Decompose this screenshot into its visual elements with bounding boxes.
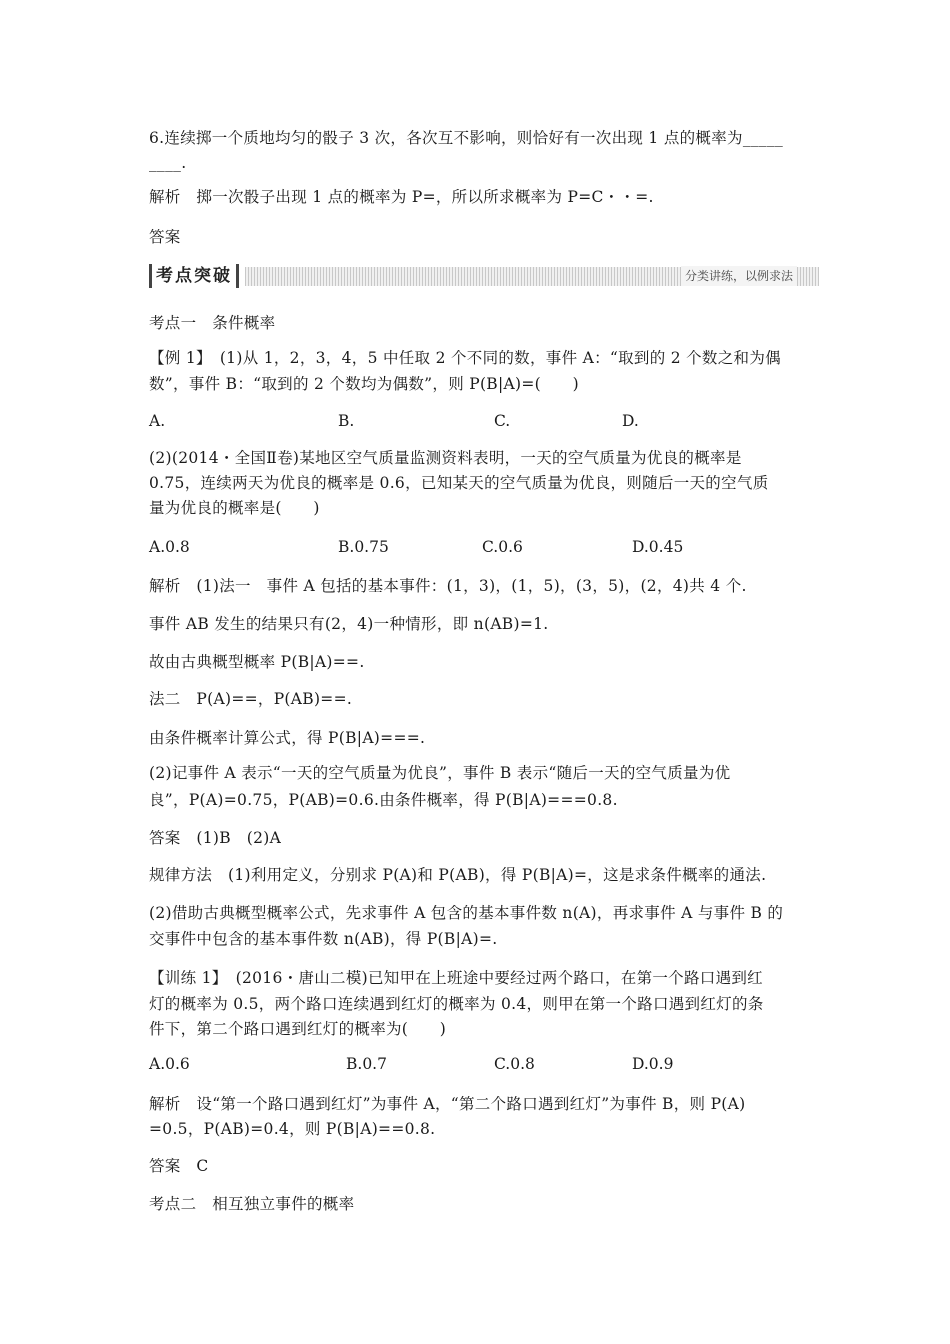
section-banner bbox=[149, 262, 819, 290]
example1-solution-6: (2)记事件 A 表示“一天的空气质量为优良”，事件 B 表示“随后一天的空气质量为优 bbox=[149, 764, 731, 782]
example1-solution-4: 法二 P(A)==，P(AB)==. bbox=[149, 690, 353, 708]
training1-line3: 件下，第二个路口遇到红灯的概率为( ) bbox=[149, 1020, 447, 1038]
training1-line2: 灯的概率为 0.5，两个路口连续遇到红灯的概率为 0.4，则甲在第一个路口遇到红灯的条 bbox=[149, 995, 764, 1013]
q6-line1: 6.连续掷一个质地均匀的骰子 3 次，各次互不影响，则恰好有一次出现 1 点的概率为_____ bbox=[149, 129, 784, 147]
example1-q1-option-a: A. bbox=[149, 412, 166, 430]
example1-q1-line1: 【例 1】 (1)从 1，2，3，4，5 中任取 2 个不同的数，事件 A：“取到的 2 个数之和为偶 bbox=[149, 349, 781, 367]
example1-solution-7: 良”，P(A)=0.75，P(AB)=0.6.由条件概率，得 P(B|A)===0.8. bbox=[149, 791, 618, 809]
example1-solution-2: 事件 AB 发生的结果只有(2，4)一种情形，即 n(AB)=1. bbox=[149, 615, 549, 633]
q6-line2: ____. bbox=[149, 154, 187, 172]
section2-title: 考点二 相互独立事件的概率 bbox=[149, 1195, 355, 1213]
example1-q1-option-c: C. bbox=[494, 412, 511, 430]
training1-option-d: D.0.9 bbox=[632, 1055, 674, 1073]
training1-option-a: A.0.6 bbox=[149, 1055, 190, 1073]
example1-q2-option-a: A.0.8 bbox=[149, 538, 190, 556]
q6-answer: 答案 bbox=[149, 228, 181, 246]
example1-q1-option-d: D. bbox=[622, 412, 639, 430]
example1-q2-line3: 量为优良的概率是( ) bbox=[149, 499, 320, 517]
example1-q1-option-b: B. bbox=[338, 412, 355, 430]
training1-line1: 【训练 1】 (2016・唐山二模)已知甲在上班途中要经过两个路口，在第一个路口遇到红 bbox=[149, 969, 763, 987]
training1-solution-2: =0.5，P(AB)=0.4，则 P(B|A)==0.8. bbox=[149, 1120, 436, 1138]
example1-q2-line2: 0.75，连续两天为优良的概率是 0.6，已知某天的空气质量为优良，则随后一天的空气质 bbox=[149, 474, 769, 492]
banner-title: 考点突破 bbox=[149, 264, 239, 288]
example1-solution-1: 解析 (1)法一 事件 A 包括的基本事件：(1，3)，(1，5)，(3，5)，(2，4)共 4 个. bbox=[149, 577, 747, 595]
example1-q1-line2: 数”，事件 B：“取到的 2 个数均为偶数”，则 P(B|A)=( ) bbox=[149, 375, 579, 393]
example1-answer: 答案 (1)B (2)A bbox=[149, 829, 282, 847]
example1-q2-line1: (2)(2014・全国Ⅱ卷)某地区空气质量监测资料表明，一天的空气质量为优良的概率是 bbox=[149, 449, 742, 467]
example1-solution-3: 故由古典概型概率 P(B|A)==. bbox=[149, 653, 365, 671]
example1-q2-option-d: D.0.45 bbox=[632, 538, 684, 556]
method-line1: 规律方法 (1)利用定义，分别求 P(A)和 P(AB)，得 P(B|A)=，这是求条件概率的通法. bbox=[149, 866, 767, 884]
example1-q2-option-b: B.0.75 bbox=[338, 538, 389, 556]
example1-solution-5: 由条件概率计算公式，得 P(B|A)===. bbox=[149, 729, 426, 747]
section1-title: 考点一 条件概率 bbox=[149, 314, 276, 332]
training1-solution-1: 解析 设“第一个路口遇到红灯”为事件 A，“第二个路口遇到红灯”为事件 B，则 P(A) bbox=[149, 1095, 746, 1113]
method-line3: 交事件中包含的基本事件数 n(AB)，得 P(B|A)=. bbox=[149, 930, 498, 948]
banner-subtitle: 分类讲练，以例求法 bbox=[681, 266, 797, 286]
method-line2: (2)借助古典概型概率公式，先求事件 A 包含的基本事件数 n(A)，再求事件 A 与事件 B 的 bbox=[149, 904, 784, 922]
training1-answer: 答案 C bbox=[149, 1157, 209, 1175]
training1-option-c: C.0.8 bbox=[494, 1055, 535, 1073]
q6-analysis: 解析 掷一次骰子出现 1 点的概率为 P=，所以所求概率为 P=C・・=. bbox=[149, 188, 654, 206]
training1-option-b: B.0.7 bbox=[346, 1055, 387, 1073]
example1-q2-option-c: C.0.6 bbox=[482, 538, 523, 556]
